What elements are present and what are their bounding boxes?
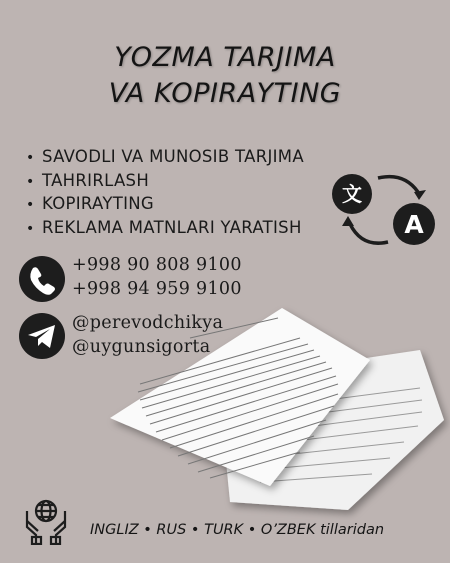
bullet: •	[26, 197, 35, 213]
phone-number-2[interactable]: +998 94 959 9100	[72, 279, 242, 299]
service-label: SAVODLI VA MUNOSIB TARJIMA	[42, 147, 304, 166]
phone-icon	[19, 256, 65, 302]
service-label: REKLAMA MATNLARI YARATISH	[42, 217, 302, 237]
source-glyph: 文	[342, 182, 362, 206]
telegram-icon	[19, 313, 65, 359]
telegram-handle-2[interactable]: @uygunsigorta	[72, 337, 211, 357]
bullet: •	[26, 150, 35, 166]
service-item	[26, 216, 304, 240]
documents-illustration	[100, 300, 450, 520]
translate-icon	[326, 168, 440, 250]
telegram-handle-1[interactable]: @perevodchikya	[72, 313, 224, 333]
service-label: KOPIRAYTING	[42, 194, 154, 213]
services-list	[26, 145, 304, 239]
phone-number-1[interactable]: +998 90 808 9100	[72, 255, 242, 275]
service-item	[26, 169, 304, 193]
title-line-2: VA KOPIRAYTING	[108, 78, 342, 109]
service-item	[26, 192, 304, 216]
target-glyph: A	[404, 210, 424, 239]
service-label: TAHRIRLASH	[42, 170, 150, 190]
bullet: •	[26, 173, 35, 190]
title-line-1: YOZMA TARJIMA	[114, 42, 336, 73]
bullet: •	[26, 220, 35, 237]
languages-line: INGLIZ • RUS • TURK • O’ZBEK tillaridan	[90, 522, 385, 538]
globe-hands-icon	[24, 497, 68, 545]
service-item	[26, 145, 304, 169]
